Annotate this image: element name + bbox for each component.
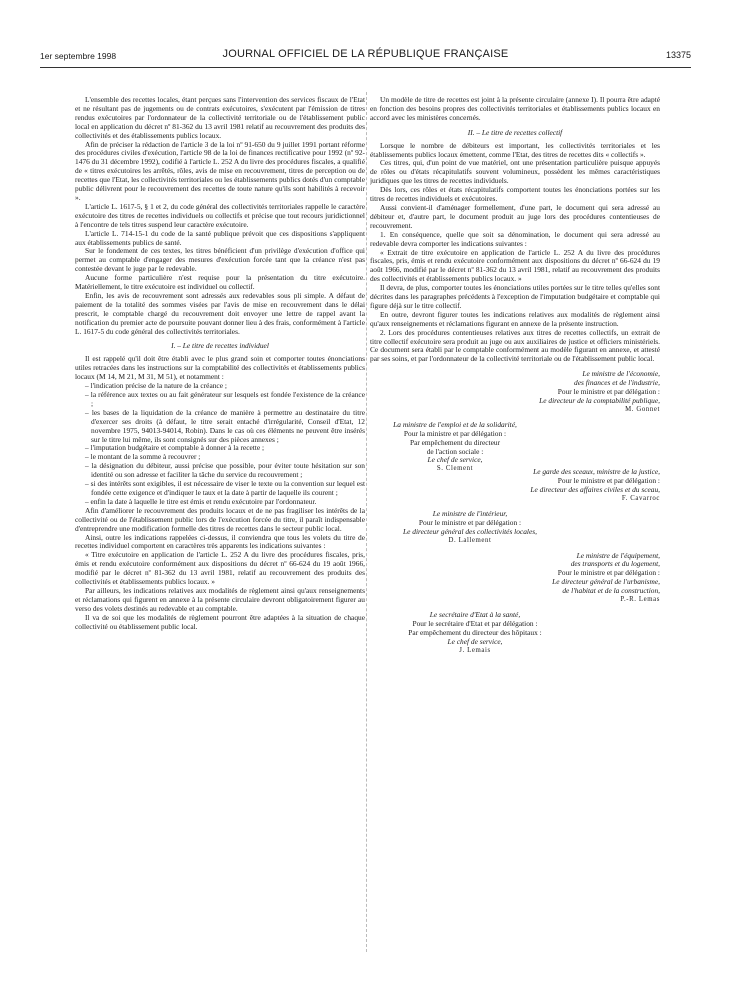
paragraph: Il devra, de plus, comporter toutes les énonciations utiles portées sur le titre telles qu'elles sont décrites dans les paragraphes précédents à l'exception de l'imputation budgétaire et comptable qui figure déjà sur le titre collectif.	[370, 283, 660, 310]
delegation-line: Pour le ministre et par délégation :	[557, 476, 660, 486]
signatory-role: Le directeur des affaires civiles et du sceau,	[530, 485, 660, 495]
list-item: – le montant de la somme à recouvrer ;	[85, 452, 201, 462]
paragraph: Ainsi, outre les indications rappelées ci-dessus, il conviendra que tous les volets du titre de recettes individuel comportent en caractères très apparents les indications suivantes :	[75, 532, 365, 551]
paragraph: Aussi convient-il d'aménager formellement, d'une part, le document qui sera adressé au débiteur et, d'autre part, le document produit au juge lors des procédures contentieuses de recouvrement.	[370, 202, 660, 230]
paragraph: Enfin, les avis de recouvrement sont adressés aux redevables sous pli simple. A défaut de paiement de la totalité des sommes visées par l'avis de mise en recouvrement dans le délai prescrit, le comptable chargé du recouvrement doit envoyer une lettre de rappel avant la notification du premier acte de poursuite pouvant donner lieu à des frais, conformément à l'article L. 1617-5 du code général des collectivités territoriales.	[75, 290, 365, 336]
list-item: – l'indication précise de la nature de la créance ;	[85, 381, 227, 391]
signatory-role: Le directeur de la comptabilité publique,	[539, 396, 660, 405]
signatory-role: Le ministre de l'économie,	[582, 369, 660, 379]
paragraph: Un modèle de titre de recettes est joint à la présente circulaire (annexe I). Il pourra être adapté en fonction des besoins propres des collectivités territoriales et établissements publics locaux en accord avec les ministères concernés.	[370, 96, 660, 122]
signature-equipement	[370, 552, 660, 605]
header-rule	[40, 67, 691, 68]
paragraph: Afin d'améliorer le recouvrement des produits locaux et de ne pas fragiliser les intérêts de la collectivité ou de l'établissement public lors de l'exécution forcée du titre, il paraît indispensable d'entreprendre une modification formelle des titres de recettes dans le secteur public local.	[75, 505, 365, 533]
right-column	[370, 96, 660, 936]
signatory-role: Le chef de service,	[427, 455, 483, 465]
header-date: 1er septembre 1998	[40, 51, 117, 61]
signatory-role: Le directeur général des collectivités locales,	[403, 526, 537, 536]
signatory-name: F. Cavarroc	[621, 494, 660, 502]
signatory-role: Le chef de service,	[447, 636, 503, 646]
paragraph: Il est rappelé qu'il doit être établi avec le plus grand soin et comporter toutes énonciations utiles retracées dans les instructions sur la comptabilité des collectivités et établissements publics locaux (M 14, M 21, M 31, M 51), et notamment :	[75, 354, 365, 382]
section-heading-1: I. – Le titre de recettes individuel	[171, 341, 269, 351]
signature-interieur	[370, 510, 570, 546]
signatory-name: M. Gonnet	[625, 405, 660, 413]
signatory-name: S. Clement	[436, 465, 474, 473]
paragraph: Ces titres, qui, d'un point de vue matériel, ont une présentation particulière puisque appuyés de rôles ou d'états récapitulatifs souvent volumineux, possèdent les mêmes caractéristiques juridiques que les titres de recettes individuels.	[370, 158, 660, 186]
paragraph: 2. Lors des procédures contentieuses relatives aux titres de recettes collectifs, un extrait de titre collectif exécutoire sera produit au juge ou aux auxiliaires de justice et officiers ministériels. Ce document sera établi par le comptable conformément au modèle figurant en annexe, et attesté par ses soins, et par l'ordonnateur de la collectivité territoriale ou de l'établissement public local.	[370, 327, 660, 364]
paragraph: Par ailleurs, les indications relatives aux modalités de règlement ainsi qu'aux renseignements et réclamations qui figurent en annexe à la présente circulaire devront obligatoirement figurer au verso des volets destinés au redevable et au comptable.	[75, 585, 365, 613]
requirements-list	[75, 382, 365, 507]
paragraph: « Extrait de titre exécutoire en application de l'article L. 252 A du livre des procédures fiscales, pris, émis et rendu exécutoire conformément aux dispositions du décret nº 66-624 du 19 août 1966, modifié par le décret nº 81-362 du 13 avril 1981, relatif au recouvrement des produits des collectivités et établissements publics locaux. »	[370, 247, 660, 284]
signatory-role: La ministre de l'emploi et de la solidarité,	[393, 419, 517, 429]
delegation-line: Par empêchement du directeur des hôpitaux :	[408, 627, 542, 637]
list-item: – l'imputation budgétaire et comptable à donner à la recette ;	[85, 443, 265, 453]
delegation-line: Par empêchement du directeur	[409, 437, 501, 447]
header-page-number: 13375	[665, 50, 691, 60]
paragraph: Sur le fondement de ces textes, les titres bénéficient d'un privilège d'exécution d'office qui permet au comptable d'engager des mesures d'exécution forcée tant que la créance n'est pas contestée devant le juge par le redevable.	[75, 246, 365, 274]
signatory-role: des finances et de l'industrie,	[574, 378, 660, 388]
paragraph: L'article L. 1617-5, § 1 et 2, du code général des collectivités territoriales rappelle le caractère exécutoire des titres de recettes individuels ou collectifs et précise que tout recours juridictionnel à l'encontre de tels titres suspend leur caractère exécutoire.	[75, 201, 365, 229]
delegation-line: de l'action sociale :	[426, 446, 484, 456]
signatory-role: Le directeur général de l'urbanisme,	[552, 577, 660, 587]
list-item: – les bases de la liquidation de la créance de manière à permettre au destinataire du titre d'exercer ses droits (à défaut, le titre serait entaché d'irrégularité, Conseil d'Etat, 12 novembre 1975, 94013-94014, Robin). Dans le cas où ces éléments ne peuvent être insérés sur le titre lui même, ils sont consignés sur des pièces annexes ;	[85, 407, 365, 444]
paragraph: 1. En conséquence, quelle que soit sa dénomination, le document qui sera adressé au redevable devra comporter les indications suivantes :	[370, 229, 660, 248]
delegation-line: Pour le ministre et par délégation :	[557, 568, 660, 578]
paragraph: Lorsque le nombre de débiteurs est important, les collectivités territoriales et les établissements publics locaux émettent, comme l'Etat, des titres de recettes dits « collectifs ».	[370, 140, 660, 159]
list-item: – si des intérêts sont exigibles, il est nécessaire de viser le texte ou la convention sur lequel est fondée cette exigence et d'indiquer le taux et la date à partir de laquelle ils courent ;	[85, 479, 365, 497]
signatory-role: des transports et du logement,	[570, 559, 660, 569]
delegation-line: Pour la ministre et par délégation :	[403, 428, 507, 438]
signature-emploi	[370, 421, 540, 474]
signatory-role: Le ministre de l'intérieur,	[432, 508, 508, 518]
signature-economie	[370, 370, 660, 415]
paragraph: L'article L. 714-15-1 du code de la santé publique prévoit que ces dispositions s'appliquent aux établissements publics de santé.	[75, 228, 365, 247]
left-column	[75, 96, 365, 946]
page-header	[40, 48, 691, 64]
paragraph: Il va de soi que les modalités de règlement pourront être adaptées à la situation de chaque collectivité ou établissement public local.	[75, 612, 365, 631]
signatory-name: J. Lemais	[459, 646, 491, 654]
paragraph: En outre, devront figurer toutes les indications relatives aux modalités de règlement ainsi qu'aux renseignements et réclamations figurant en annexe de la présente instruction.	[370, 309, 660, 328]
list-item: – la désignation du débiteur, aussi précise que possible, pour éviter toute hésitation sur son identité ou son adresse et faciliter la tâche du service du recouvrement ;	[85, 461, 365, 480]
paragraph: Dès lors, ces rôles et états récapitulatifs comportent toutes les énonciations portées sur les titres de recettes individuels et exécutoires.	[370, 185, 660, 204]
paragraph: Afin de préciser la rédaction de l'article 3 de la loi nº 91-650 du 9 juillet 1991 portant réforme des procédures civiles d'exécution, l'article 98 de la loi de finances rectificative pour 1992 (nº 92-1476 du 31 décembre 1992), codifié à l'article L. 252 A du livre des procédures fiscales, a qualifié de « titres exécutoires les arrêtés, rôles, avis de mise en recouvrement, titres de perception ou de recettes que l'Etat, les collectivités territoriales ou les établissements publics dotés d'un comptable public délivrent pour le recouvrement des recettes de toute nature qu'ils sont habilités à recevoir ».	[75, 139, 365, 202]
signatory-role: Le ministre de l'équipement,	[576, 550, 660, 560]
list-item: – la référence aux textes ou au fait générateur sur lesquels est fondée l'existence de la créance ;	[85, 390, 365, 408]
header-title: JOURNAL OFFICIEL DE LA RÉPUBLIQUE FRANÇAISE	[222, 48, 509, 60]
signatory-name: D. Lallement	[448, 536, 492, 544]
list-item: – enfin la date à laquelle le titre est émis et rendu exécutoire par l'ordonnateur.	[85, 496, 317, 506]
column-divider	[366, 92, 367, 952]
signatory-role: de l'habitat et de la construction,	[562, 586, 660, 596]
paragraph: Aucune forme particulière n'est requise pour la présentation du titre exécutoire. Matériellement, le titre exécutoire est individuel ou collectif.	[75, 273, 365, 292]
paragraph: L'ensemble des recettes locales, étant perçues sans l'intervention des services fiscaux de l'Etat et ne résultant pas de jugements ou de contrats exécutoires, s'exécutent par l'émission de titres rendus exécutoires par l'ordonnateur de la collectivité territoriale ou de l'établissement public local en application du décret nº 81-362 du 13 avril 1981 relatif au recouvrement des produits des collectivités et des établissements publics locaux.	[75, 96, 365, 140]
delegation-line: Pour le ministre et par délégation :	[418, 517, 522, 527]
signatory-name: P.-R. Lemas	[620, 596, 660, 604]
signatory-role: Le secrétaire d'Etat à la santé,	[429, 609, 521, 619]
delegation-line: Pour le secrétaire d'Etat et par délégation :	[412, 618, 538, 628]
paragraph: « Titre exécutoire en application de l'article L. 252 A du livre des procédures fiscales, pris, émis et rendu exécutoire conformément aux dispositions du décret nº 66-624 du 19 août 1966, modifié par le décret nº 81-362 du 13 avril 1981, relatif au recouvrement des produits des collectivités et établissements publics locaux. »	[75, 550, 365, 587]
signatory-role: Le garde des sceaux, ministre de la justice,	[533, 467, 660, 477]
signature-sante	[370, 611, 580, 656]
section-heading-2: II. – Le titre de recettes collectif	[467, 127, 563, 137]
signature-justice	[370, 468, 660, 504]
delegation-line: Pour le ministre et par délégation :	[557, 387, 660, 397]
